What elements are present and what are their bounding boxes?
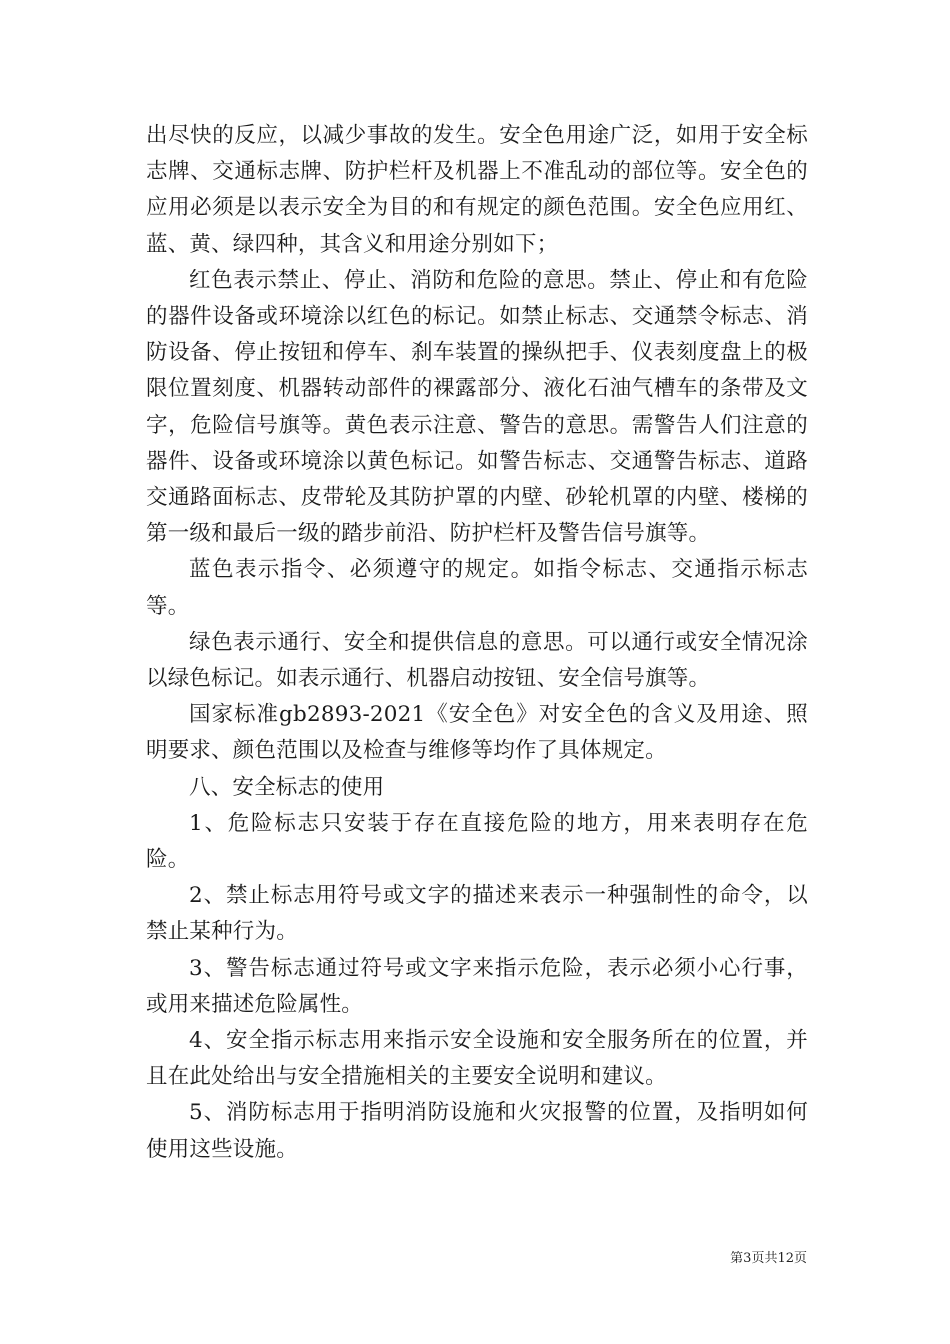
section-heading-safety-signs: 八、安全标志的使用 [189, 774, 385, 800]
list-item-warning-sign: 3、警告标志通过符号或文字来指示危险，表示必须小心行事，或用来描述危险属性。 [146, 955, 808, 1017]
paragraph-national-standard: 国家标准gb2893-2021《安全色》对安全色的含义及用途、照明要求、颜色范围以及检查与维修等均作了具体规定。 [146, 702, 808, 764]
paragraph-red-yellow-meaning: 红色表示禁止、停止、消防和危险的意思。禁止、停止和有危险的器件设备或环境涂以红色的标记。如禁止标志、交通禁令标志、消防设备、停止按钮和停车、刹车装置的操纵把手、仪表刻度盘上的极限位置刻度、机器转动部件的裸露部分、液化石油气槽车的条带及文字，危险信号旗等。黄色表示注意、警告的意思。需警告人们注意的器件、设备或环境涂以黄色标记。如警告标志、交通警告标志、道路交通路面标志、皮带轮及其防护罩的内壁、砂轮机罩的内壁、楼梯的第一级和最后一级的踏步前沿、防护栏杆及警告信号旗等。 [146, 267, 808, 547]
list-item-prohibition-sign: 2、禁止标志用符号或文字的描述来表示一种强制性的命令，以禁止某种行为。 [146, 883, 808, 945]
paragraph-blue-meaning: 蓝色表示指令、必须遵守的规定。如指令标志、交通指示标志等。 [146, 557, 808, 619]
list-item-fire-sign: 5、消防标志用于指明消防设施和火灾报警的位置，及指明如何使用这些设施。 [146, 1100, 808, 1162]
paragraph-continuation: 出尽快的反应，以减少事故的发生。安全色用途广泛，如用于安全标志牌、交通标志牌、防护栏杆及机器上不准乱动的部位等。安全色的应用必须是以表示安全为目的和有规定的颜色范围。安全色应用红、蓝、黄、绿四种，其含义和用途分别如下； [146, 123, 808, 257]
paragraph-green-meaning: 绿色表示通行、安全和提供信息的意思。可以通行或安全情况涂以绿色标记。如表示通行、机器启动按钮、安全信号旗等。 [146, 629, 808, 692]
page-number: 第3页共12页 [730, 1251, 807, 1266]
list-item-safety-instruction-sign: 4、安全指示标志用来指示安全设施和安全服务所在的位置，并且在此处给出与安全措施相关的主要安全说明和建议。 [146, 1028, 808, 1090]
document-body [146, 118, 808, 1168]
list-item-danger-sign: 1、危险标志只安装于存在直接危险的地方，用来表明存在危险。 [146, 810, 808, 873]
